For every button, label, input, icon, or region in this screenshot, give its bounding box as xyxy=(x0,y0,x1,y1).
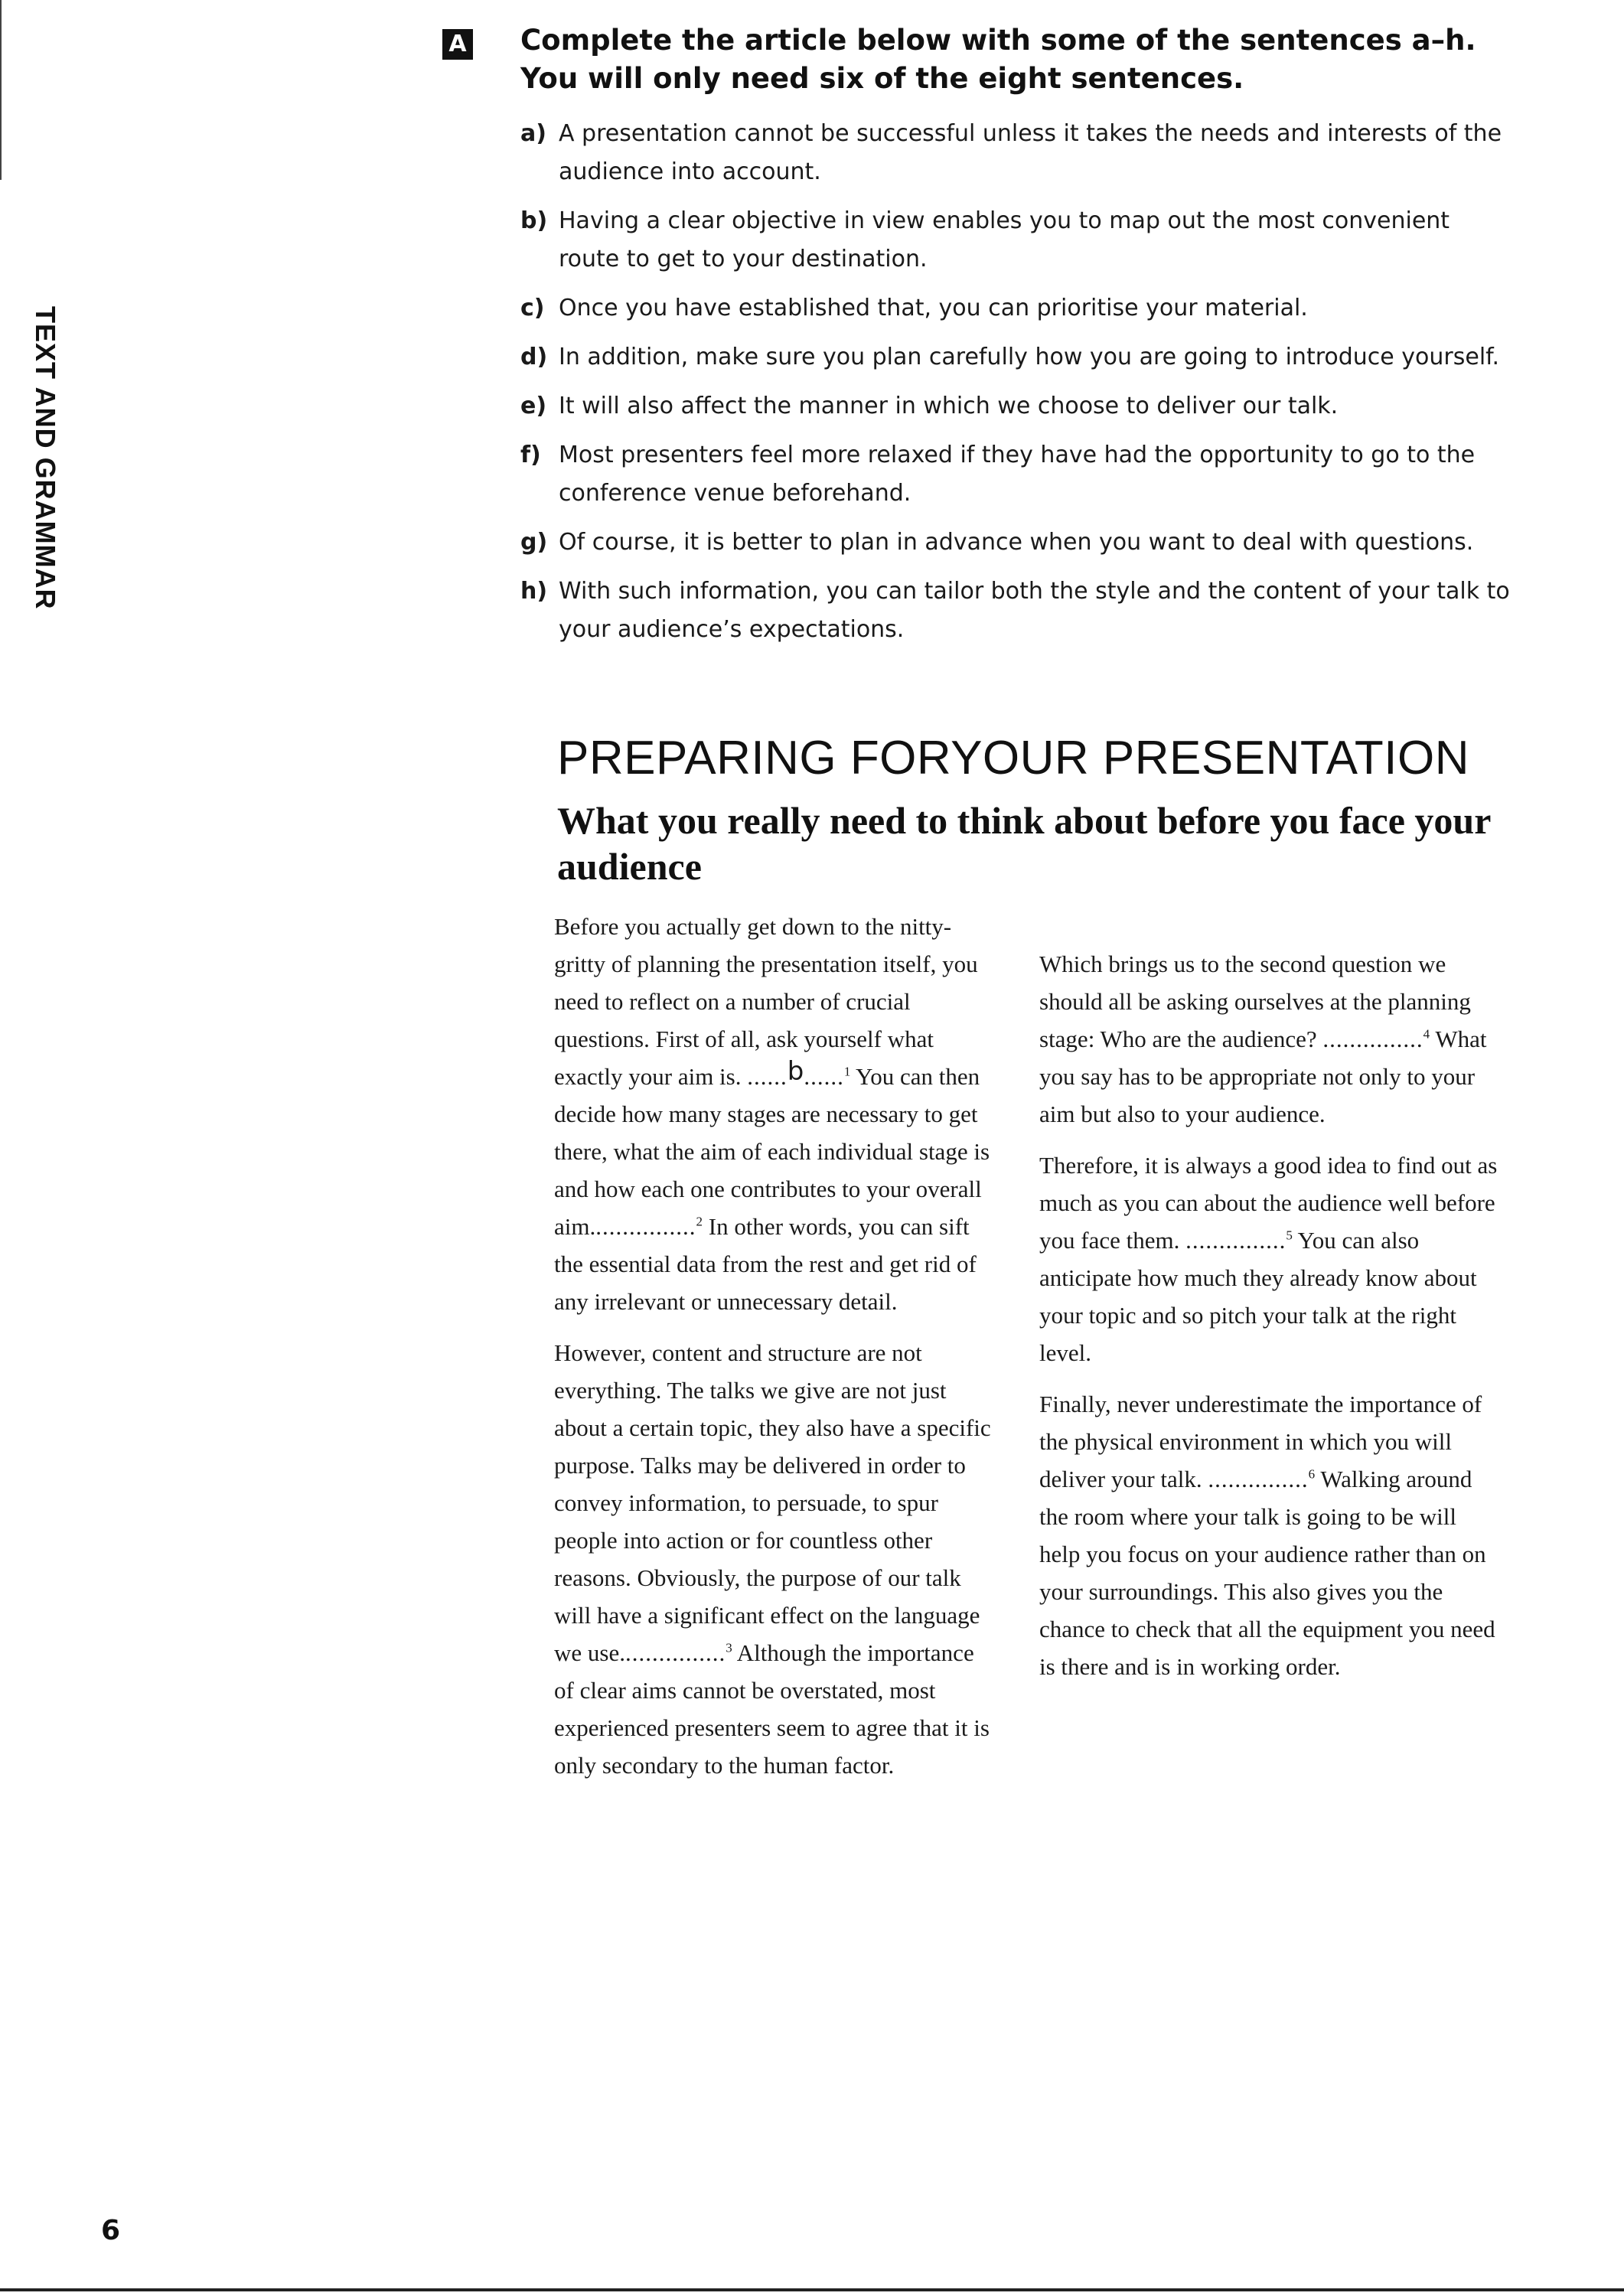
option-h xyxy=(520,572,1515,649)
gap-number: 1 xyxy=(843,1064,851,1079)
answer-blank-1: ...... xyxy=(747,1063,788,1090)
handwritten-answer: b xyxy=(787,1056,804,1087)
option-text: With such information, you can tailor both the style and the content of your talk to your audience’s expectations. xyxy=(559,578,1510,643)
paragraph-text: Although the importance of clear aims cannot be overstated, most experienced presenters seem to agree that it is only secondary to the human factor. xyxy=(554,1639,990,1779)
page-edge-line xyxy=(0,0,2,180)
paragraph-text: What you say has to be appropriate not only to your aim but also to your audience. xyxy=(1039,1026,1487,1127)
article-column-left xyxy=(554,908,998,1798)
paragraph-text: Which brings us to the second question we should all be asking ourselves at the planning stage: Who are the audience? xyxy=(1039,951,1471,1052)
option-text: It will also affect the manner in which we choose to deliver our talk. xyxy=(559,393,1339,419)
article-title: PREPARING FORYOUR PRESENTATION xyxy=(557,732,1470,784)
answer-blank-3: ............... xyxy=(624,1639,726,1666)
option-e xyxy=(520,387,1515,426)
exercise-badge: A xyxy=(442,29,473,60)
exercise-instruction: Complete the article below with some of the sentences a–h. You will only need six of the eight sentences. xyxy=(520,24,1476,95)
option-letter: b) xyxy=(520,207,548,234)
article-paragraph-4 xyxy=(1039,1146,1498,1371)
paragraph-text: In other words, you can sift the essential data from the rest and get rid of any irrelevant or unnecessary detail. xyxy=(554,1213,977,1315)
option-text: A presentation cannot be successful unless it takes the needs and interests of the audience into account. xyxy=(559,120,1502,185)
paragraph-text: Walking around the room where your talk is going to be will help you focus on your audience rather than on your surroundings. This also gives you the chance to check that all the equipment you need is there and is in working order. xyxy=(1039,1466,1495,1680)
option-letter: f) xyxy=(520,442,541,468)
answer-blank-5: ............... xyxy=(1185,1227,1286,1254)
option-letter: d) xyxy=(520,344,548,370)
gap-number: 2 xyxy=(696,1214,703,1229)
bottom-rule-divider xyxy=(0,2288,1624,2291)
article-paragraph-2 xyxy=(554,1334,998,1784)
article-paragraph-3 xyxy=(1039,945,1498,1133)
option-f xyxy=(520,436,1515,513)
option-letter: e) xyxy=(520,393,547,419)
option-letter: c) xyxy=(520,295,545,321)
article-column-right xyxy=(1039,908,1498,1699)
answer-blank-2: ............... xyxy=(595,1213,696,1240)
option-text: In addition, make sure you plan carefully how you are going to introduce yourself. xyxy=(559,344,1500,370)
gap-number: 6 xyxy=(1308,1466,1316,1482)
option-text: Of course, it is better to plan in advance when you want to deal with questions. xyxy=(559,529,1474,556)
option-g xyxy=(520,523,1515,562)
sentence-options-list xyxy=(520,115,1515,660)
article-paragraph-5 xyxy=(1039,1385,1498,1685)
gap-number: 5 xyxy=(1286,1228,1293,1243)
gap-number: 4 xyxy=(1423,1026,1430,1042)
paragraph-text: Finally, never underestimate the importance of the physical environment in which you will deliver your talk. xyxy=(1039,1391,1482,1492)
article-subtitle: What you really need to think about before you face your audience xyxy=(557,799,1491,888)
option-c xyxy=(520,289,1515,328)
option-text: Once you have established that, you can prioritise your material. xyxy=(559,295,1308,321)
paragraph-text: You can also anticipate how much they already know about your topic and so pitch your talk at the right level. xyxy=(1039,1227,1477,1366)
paragraph-text: However, content and structure are not everything. The talks we give are not just about a certain topic, they also have a specific purpose. Talks may be delivered in order to convey information, to persuade, to spur people into action or for countless other reasons. Obviously, the purpose of our talk will have a significant effect on the language we use. xyxy=(554,1339,991,1666)
option-d xyxy=(520,338,1515,377)
option-a xyxy=(520,115,1515,191)
article-paragraph-1 xyxy=(554,908,998,1320)
gap-number: 3 xyxy=(726,1640,732,1655)
option-letter: a) xyxy=(520,120,546,147)
answer-blank-1-tail: ...... xyxy=(804,1063,844,1090)
option-letter: g) xyxy=(520,529,548,556)
option-letter: h) xyxy=(520,578,548,605)
option-text: Most presenters feel more relaxed if they have had the opportunity to go to the conference venue beforehand. xyxy=(559,442,1476,507)
paragraph-text: Therefore, it is always a good idea to find out as much as you can about the audience well before you face them. xyxy=(1039,1152,1498,1254)
page-number: 6 xyxy=(101,2215,121,2246)
section-side-label: TEXT AND GRAMMAR xyxy=(30,306,61,610)
answer-blank-4: ............... xyxy=(1322,1026,1423,1052)
paragraph-text: You can then decide how many stages are necessary to get there, what the aim of each individual stage is and how each one contributes to your overall aim. xyxy=(554,1063,990,1240)
answer-blank-6: ............... xyxy=(1208,1466,1309,1492)
option-b xyxy=(520,202,1515,279)
paragraph-text: Before you actually get down to the nitty-gritty of planning the presentation itself, you need to reflect on a number of crucial questions. First of all, ask yourself what exactly your aim is. xyxy=(554,913,978,1090)
option-text: Having a clear objective in view enables you to map out the most convenient route to get to your destination. xyxy=(559,207,1450,272)
